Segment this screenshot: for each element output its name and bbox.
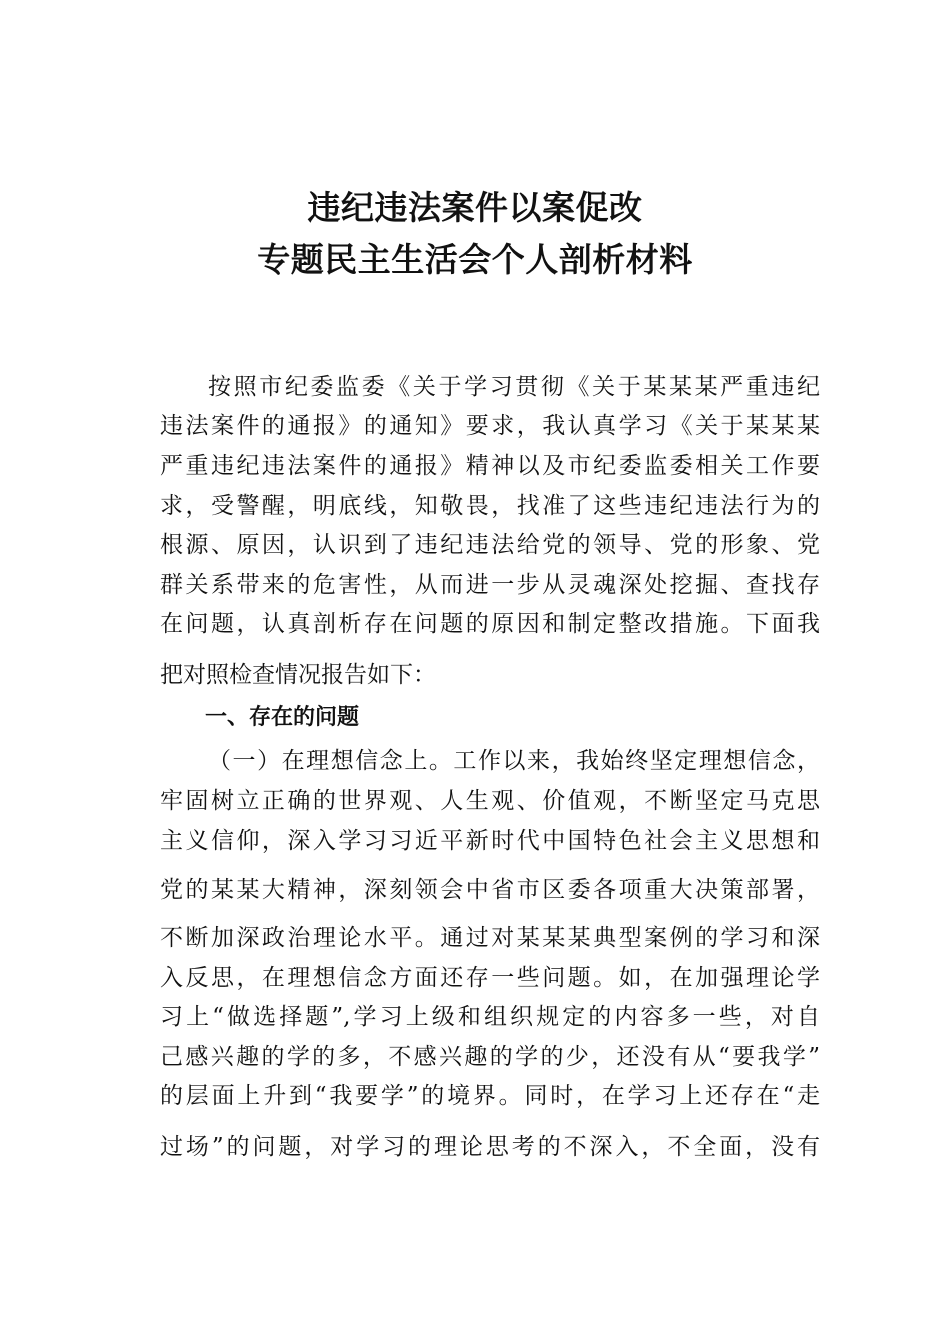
document-title-line-1: 违纪违法案件以案促改 <box>307 188 643 227</box>
paragraph-line: 求，受警醒，明底线，知敬畏，找准了这些违纪违法行为的 <box>160 493 820 519</box>
paragraph-line: 按照市纪委监委《关于学习贯彻《关于某某某严重违纪 <box>208 374 820 400</box>
paragraph-line: 不断加深政治理论水平。通过对某某某典型案例的学习和深 <box>160 925 820 951</box>
section-heading: 一、存在的问题 <box>205 705 360 730</box>
paragraph-line: 己感兴趣的学的多，不感兴趣的学的少，还没有从“要我学” <box>160 1044 820 1070</box>
paragraph-line: 根源、原因，认识到了违纪违法给党的领导、党的形象、党 <box>160 532 820 558</box>
paragraph-line: 在问题，认真剖析存在问题的原因和制定整改措施。下面我 <box>160 611 820 637</box>
paragraph-line: 主义信仰，深入学习习近平新时代中国特色社会主义思想和 <box>160 828 820 854</box>
paragraph-line: 习上“做选择题”,学习上级和组织规定的内容多一些，对自 <box>160 1004 820 1030</box>
paragraph-line: 牢固树立正确的世界观、人生观、价值观，不断坚定马克思 <box>160 788 820 814</box>
paragraph-line: 过场”的问题，对学习的理论思考的不深入，不全面，没有 <box>160 1134 820 1160</box>
paragraph-line: （一）在理想信念上。工作以来，我始终坚定理想信念， <box>208 748 820 774</box>
paragraph-line: 违法案件的通报》的通知》要求，我认真学习《关于某某某 <box>160 413 820 439</box>
paragraph-line: 群关系带来的危害性，从而进一步从灵魂深处挖掘、查找存 <box>160 572 820 598</box>
document-title-line-2: 专题民主生活会个人剖析材料 <box>257 240 693 279</box>
paragraph-line: 党的某某大精神，深刻领会中省市区委各项重大决策部署， <box>160 877 820 903</box>
paragraph-line: 的层面上升到“我要学”的境界。同时，在学习上还存在“走 <box>160 1083 820 1109</box>
paragraph-line: 把对照检查情况报告如下： <box>160 662 436 688</box>
paragraph-line: 严重违纪违法案件的通报》精神以及市纪委监委相关工作要 <box>160 453 820 479</box>
paragraph-line: 入反思，在理想信念方面还存一些问题。如，在加强理论学 <box>160 965 820 991</box>
